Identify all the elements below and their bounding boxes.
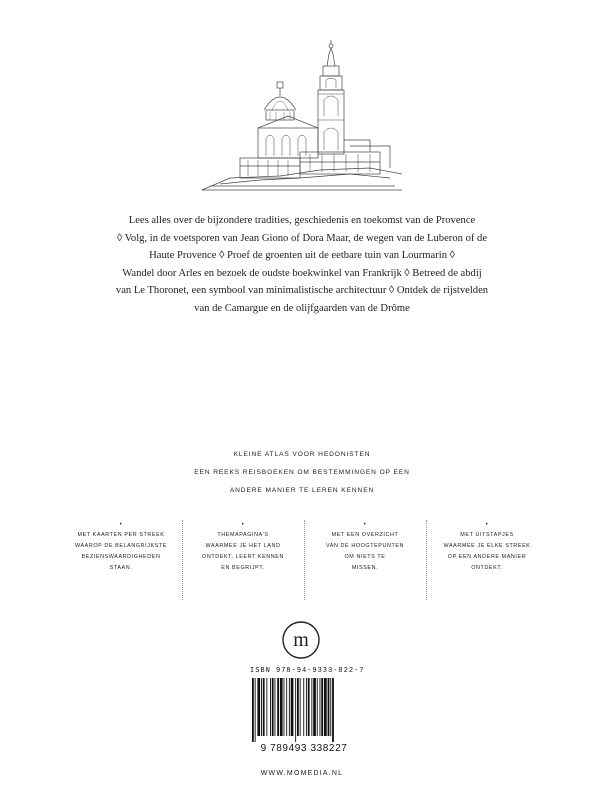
description-line: van Le Thoronet, een symbool van minimalistische architectuur ◊ Ontdek de rijstvelden xyxy=(115,285,489,297)
publisher-logo-icon xyxy=(281,620,321,660)
divider xyxy=(426,520,427,600)
barcode-bar xyxy=(263,678,265,736)
logo-letter: m xyxy=(293,629,309,651)
series-subtitle-line: EEN REEKS REISBOEKEN OM BESTEMMINGEN OP EEN xyxy=(194,469,410,476)
barcode-bar xyxy=(257,678,260,736)
feature-line: ONTDEKT. xyxy=(471,565,503,571)
barcode-bar xyxy=(252,678,254,742)
barcode-digits: 9 789493 338227 xyxy=(260,743,348,754)
feature-line: OP EEN ANDERE MANIER xyxy=(447,554,527,560)
feature-line: MISSEN. xyxy=(351,565,379,571)
series-title: KLEINE ATLAS VOOR HEDONISTEN xyxy=(233,451,371,458)
barcode-bar xyxy=(286,678,287,736)
feature-theme-pages xyxy=(184,520,302,574)
feature-line: THEMAPAGINA'S xyxy=(217,532,269,538)
barcode-bar xyxy=(306,678,307,736)
feature-line: WAAROP DE BELANGRIJKSTE xyxy=(75,543,167,549)
feature-line: STAAN. xyxy=(109,565,133,571)
barcode-bar xyxy=(328,678,330,736)
divider xyxy=(304,520,305,600)
barcode-bar xyxy=(291,678,294,736)
bullet-marker: • xyxy=(363,522,367,528)
barcode-bar xyxy=(330,678,331,736)
barcode-bar xyxy=(295,678,296,742)
barcode-bar xyxy=(261,678,262,736)
barcode-bar xyxy=(300,678,301,736)
barcode-bar xyxy=(280,678,283,736)
barcode-bar xyxy=(324,678,327,736)
barcode-bar xyxy=(320,678,321,736)
barcode-bar xyxy=(289,678,290,736)
barcode-bar xyxy=(284,678,285,736)
description-line: Lees alles over de bijzondere tradities, geschiedenis en toekomst van de Provence xyxy=(128,215,476,226)
barcode-bar xyxy=(297,678,299,736)
feature-excursions xyxy=(428,520,546,574)
barcode-bar xyxy=(311,678,312,736)
barcode-bar xyxy=(332,678,334,742)
website-url: WWW.MOMEDIA.NL xyxy=(260,770,344,777)
feature-line: VAN DE HOOGTEPUNTEN xyxy=(325,543,405,549)
feature-line: ONTDEKT, LEERT KENNEN xyxy=(202,554,284,560)
isbn-label: ISBN 978-94-9333-822-7 xyxy=(250,667,365,675)
feature-line: MET EEN OVERZICHT xyxy=(331,532,399,538)
feature-maps xyxy=(62,520,180,574)
description-line: Haute Provence ◊ Proef de groenten uit de eetbare tuin van Lourmarin ◊ xyxy=(149,250,455,262)
barcode-bar xyxy=(277,678,279,736)
description-text xyxy=(90,212,514,318)
barcode-bar xyxy=(266,678,267,736)
bullet-marker: • xyxy=(485,522,489,528)
barcode-bar xyxy=(303,678,304,736)
description-line: Wandel door Arles en bezoek de oudste boekwinkel van Frankrijk ◊ Betreed de abdij xyxy=(122,267,482,279)
barcode-bar xyxy=(317,678,318,736)
basilica-illustration-icon xyxy=(200,40,404,200)
description-line: van de Camargue en de olijfgaarden van de Drôme xyxy=(194,302,410,314)
feature-list xyxy=(62,520,546,610)
barcode-bar xyxy=(270,678,271,736)
barcode-bar xyxy=(275,678,276,736)
barcode-bar xyxy=(255,678,256,742)
feature-line: MET KAARTEN PER STREEK xyxy=(77,532,165,538)
feature-line: WAARMEE JE HET LAND xyxy=(205,543,281,549)
feature-line: EN BEGRIJPT. xyxy=(221,565,265,571)
barcode-bar xyxy=(321,678,323,736)
feature-line: BEZIENSWAARDIGHEDEN xyxy=(81,554,161,560)
bullet-marker: • xyxy=(241,522,245,528)
barcode-bar xyxy=(272,678,274,736)
barcode-bar xyxy=(308,678,310,736)
barcode-bar xyxy=(313,678,316,736)
feature-highlights xyxy=(306,520,424,574)
description-line: ◊ Volg, in de voetsporen van Jean Giono of Dora Maar, de wegen van de Luberon of de xyxy=(116,232,488,244)
barcode-icon xyxy=(250,678,362,742)
divider xyxy=(182,520,183,600)
bullet-marker: • xyxy=(119,522,123,528)
feature-line: OM NIETS TE xyxy=(344,554,386,560)
series-tagline xyxy=(120,446,484,500)
series-subtitle-line: ANDERE MANIER TE LEREN KENNEN xyxy=(229,487,375,494)
feature-line: WAARMEE JE ELKE STREEK xyxy=(443,543,531,549)
feature-line: MET UITSTAPJES xyxy=(460,532,514,538)
